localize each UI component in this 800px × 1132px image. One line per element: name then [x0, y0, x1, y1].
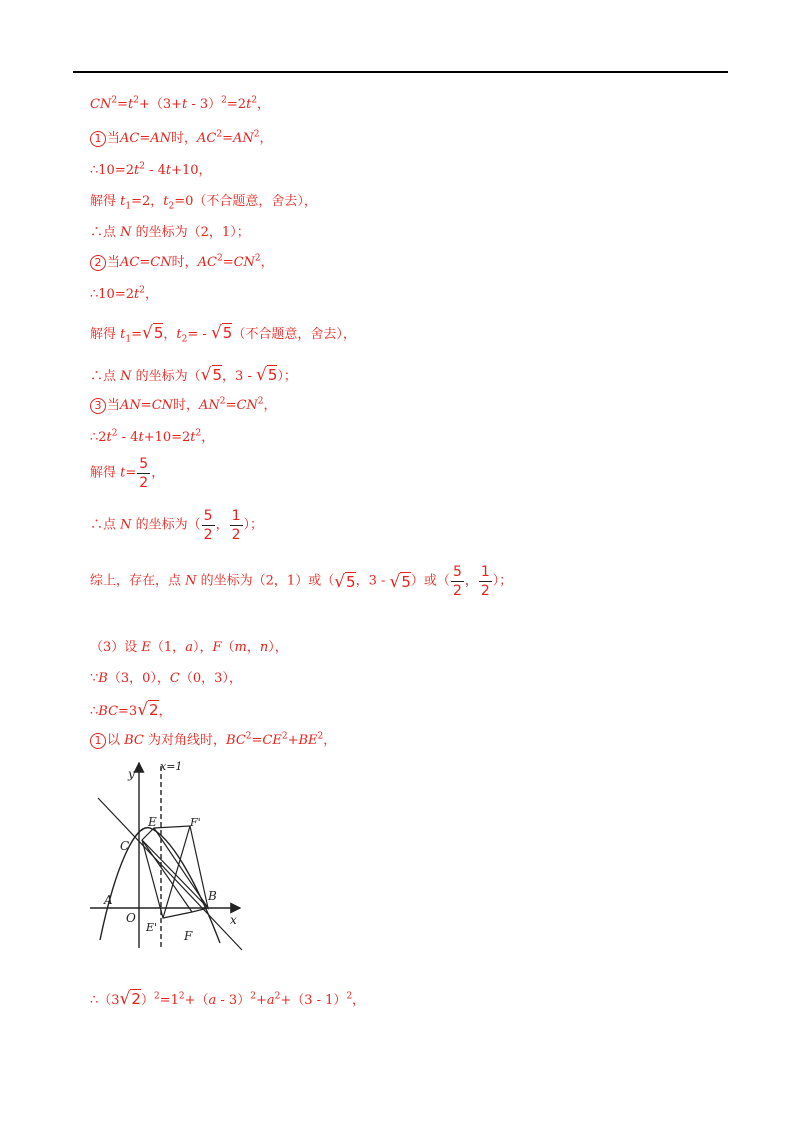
line-case3: 3 当AN=CN时，$AN^2=CN^2$， — [90, 397, 277, 415]
sqrt-5: √5 — [200, 365, 223, 385]
line-solution-2: 解得 $t_1=√5$，$t_2= - √5$（不合题意，舍去）， — [90, 323, 356, 345]
line-case1: 1 当AC=AN时，$AC^2=AN^2$， — [90, 130, 273, 148]
circled-number: 1 — [90, 131, 106, 147]
line-equation-1: $\therefore 10=2t^2 - 4t+10$， — [90, 161, 212, 178]
fraction-1-2: $\frac{1}{2}$ — [480, 564, 490, 599]
sqrt-5: √5 — [210, 323, 233, 343]
line-point-n-2: ∴点 N 的坐标为（√5，3 - √5）； — [90, 365, 297, 385]
line-solution-1: 解得 $t_1=2$，$t_2=0$（不合题意，舍去）， — [90, 194, 317, 212]
label-f-prime: F' — [190, 816, 201, 829]
label-y: y — [128, 767, 135, 781]
fraction-5-2: $\frac{5}{2}$ — [203, 508, 213, 543]
sqrt-5: √5 — [255, 365, 278, 385]
label-a: A — [104, 893, 113, 907]
circled-number: 3 — [90, 398, 106, 414]
parabola — [100, 828, 220, 943]
line-case-diagonal: 1 以 BC 为对角线时，$BC^2=CE^2+BE^2$， — [90, 732, 336, 750]
header-rule — [73, 71, 728, 73]
label-c: C — [120, 839, 130, 853]
quad-c-e-f1-b — [142, 826, 208, 908]
line-bc — [98, 798, 242, 950]
sqrt-2: √2 — [119, 989, 141, 1009]
line-solution-3: 解得 t= $\frac{5}{2}$ ， — [90, 456, 165, 491]
line-final-equation: $\therefore(3√2)^2=1^2+(a - 3)^2+a^2+(3 - 1)^2$， — [90, 989, 366, 1009]
fraction-1-2: $\frac{1}{2}$ — [231, 508, 241, 543]
label-e: E — [148, 815, 157, 829]
sqrt-2: √2 — [137, 700, 159, 720]
label-x: x — [230, 913, 237, 927]
sqrt-5: √5 — [334, 571, 356, 592]
line-points-bc: ∵B（3，0），C（0，3）， — [90, 671, 242, 686]
line-equation-2: $\therefore 10=2t^2$， — [90, 285, 158, 302]
line-bc-length: ∴BC=3√2， — [90, 700, 172, 720]
geometry-figure — [90, 758, 250, 953]
label-o: O — [126, 911, 136, 925]
label-b: B — [208, 889, 217, 903]
label-x-equals-1: x=1 — [160, 760, 183, 773]
circled-number: 2 — [90, 255, 106, 271]
sqrt-5: √5 — [142, 323, 164, 343]
line-point-n-3: ∴点 N 的坐标为（ $\frac{5}{2}$ ， $\frac{1}{2}$ ）； — [90, 508, 264, 543]
circled-number: 1 — [90, 733, 106, 749]
line-cn-squared: $CN^2=t^2+(3+t - 3)^2=2t^2$， — [90, 95, 271, 112]
line-point-n-1: ∴点 N 的坐标为（2，1）； — [90, 225, 250, 240]
label-f: F — [184, 929, 193, 943]
label-e-prime: E' — [146, 921, 158, 934]
segment-c-f — [142, 840, 192, 912]
line-part3-setup: （3）设 E（1，a），F（m，n）， — [90, 640, 288, 655]
fraction-5-2: $\frac{5}{2}$ — [139, 456, 149, 491]
line-equation-3: $\therefore 2t^2 - 4t+10=2t^2$， — [90, 428, 215, 445]
line-summary: 综上，存在，点 N 的坐标为（2，1）或（√5，3 - √5）或（ $\frac{5}{2}$ ， $\frac{1}{2}$ ）； — [90, 564, 513, 599]
sqrt-5: √5 — [389, 571, 411, 592]
line-case2: 2 当AC=CN时，$AC^2=CN^2$， — [90, 254, 274, 272]
fraction-5-2: $\frac{5}{2}$ — [452, 564, 462, 599]
